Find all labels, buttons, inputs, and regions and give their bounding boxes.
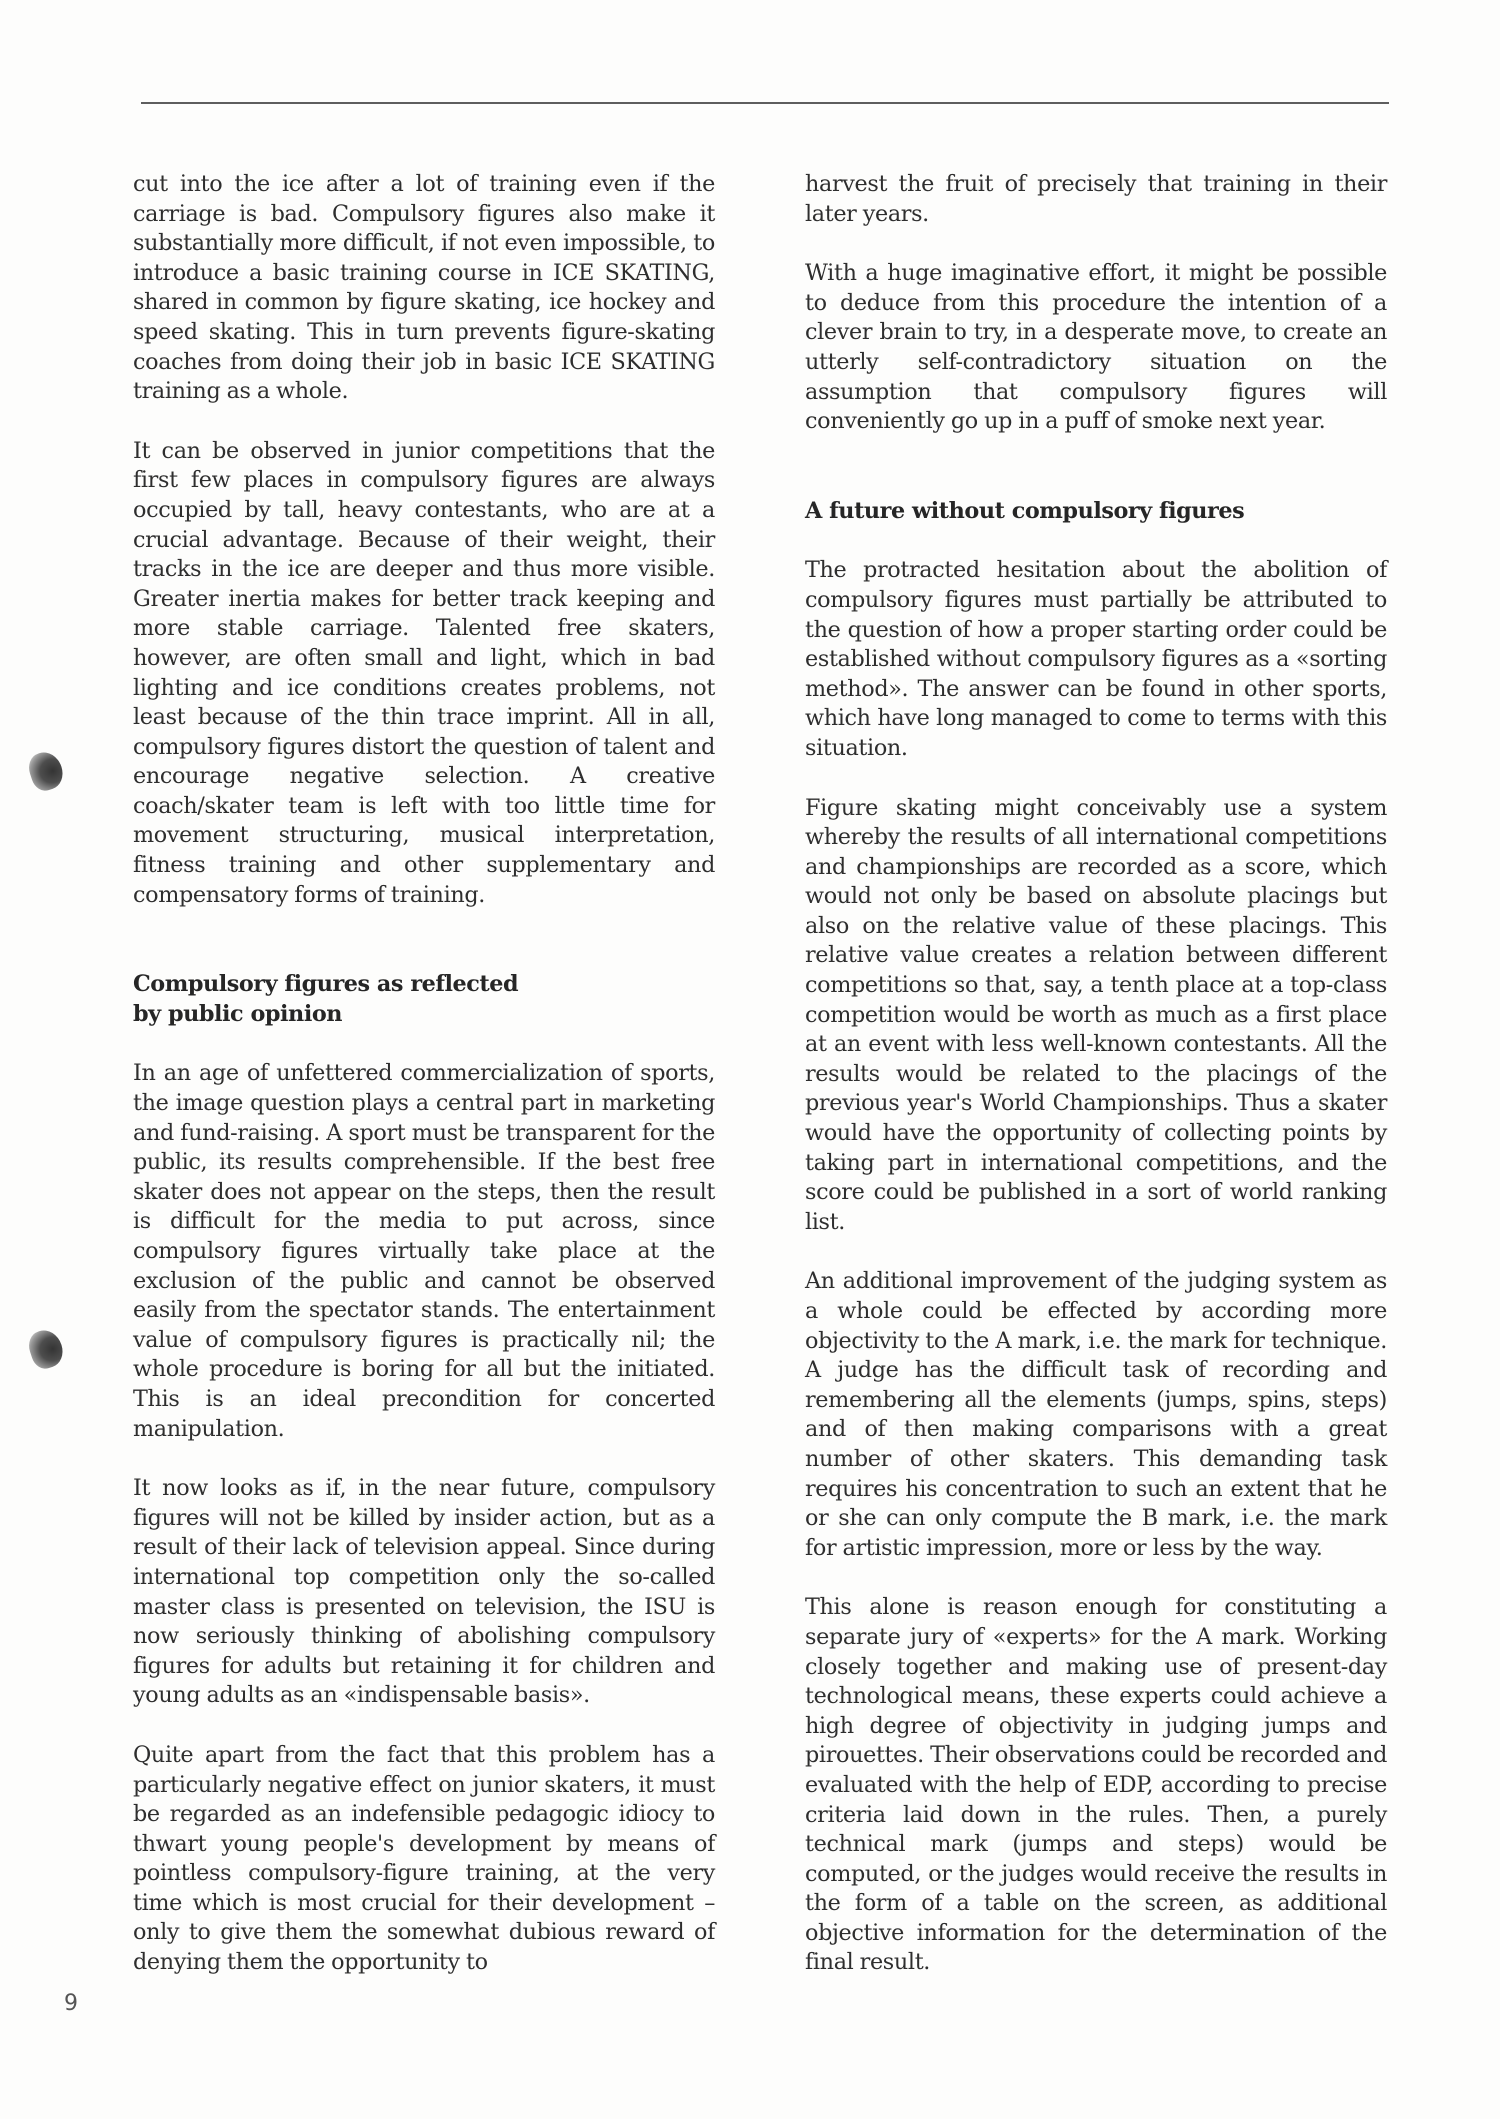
section-heading-line: by public opinion (133, 1000, 343, 1027)
page-number: 9 (64, 1991, 78, 2016)
body-paragraph: harvest the fruit of precisely that training in their later years. (805, 171, 1387, 227)
body-paragraph: It now looks as if, in the near future, compulsory figures will not be killed by insider action, but as a result of their lack of television appeal. Since during international top competition only the so-called master class is presented on television, the ISU is now seriously thinking of abolishing compulsory figures for adults but retaining it for children and young adults as an «indispensable basis». (133, 1475, 715, 1709)
body-paragraph: Quite apart from the fact that this problem has a particularly negative effect on junior skaters, it must be regarded as an indefensible pedagogic idiocy to thwart young people's development by means of pointless compulsory-figure training, at the very time which is most crucial for their development – only to give them the somewhat dubious reward of denying them the opportunity to (133, 1741, 715, 1976)
right-column (805, 170, 1387, 1978)
body-paragraph: The protracted hesitation about the abolition of compulsory figures must partially be attributed to the question of how a proper starting order could be established without compulsory figures as a «sorting method». The answer can be found in other sports, which have long managed to come to terms with this situation. (805, 557, 1387, 761)
section-heading: A future without compulsory figures (805, 497, 1245, 524)
binder-hole-mark (25, 748, 67, 794)
binder-hole-mark (25, 1326, 67, 1372)
body-paragraph: cut into the ice after a lot of training even if the carriage is bad. Compulsory figures also make it substantially more difficult, if not even impossible, to introduce a basic training course in ICE SKATING, shared in common by figure skating, ice hockey and speed skating. This in turn prevents figure-skating coaches from doing their job in basic ICE SKATING training as a whole. (133, 171, 715, 405)
body-paragraph: An additional improvement of the judging system as a whole could be effected by according more objectivity to the A mark, i.e. the mark for technique. A judge has the difficult task of recording and remembering all the elements (jumps, spins, steps) and of then making comparisons with a great number of other skaters. This demanding task requires his concentration to such an extent that he or she can only compute the B mark, i.e. the mark for artistic impression, more or less by the way. (805, 1268, 1387, 1561)
body-paragraph: In an age of unfettered commercialization of sports, the image question plays a central part in marketing and fund-raising. A sport must be transparent for the public, its results comprehensible. If the best free skater does not appear on the steps, then the result is difficult for the media to put across, since compulsory figures virtually take place at the exclusion of the public and cannot be observed easily from the spectator stands. The entertainment value of compulsory figures is practically nil; the whole procedure is boring for all but the initiated. This is an ideal precondition for concerted manipulation. (133, 1060, 715, 1442)
section-heading-line: Compulsory figures as reflected (133, 971, 519, 998)
section-heading (133, 970, 715, 1029)
body-paragraph: It can be observed in junior competitions that the first few places in compulsory figures are always occupied by tall, heavy contestants, who are at a crucial advantage. Because of their weight, their tracks in the ice are deeper and thus more visible. Greater inertia makes for better track keeping and more stable carriage. Talented free skaters, however, are often small and light, which in bad lighting and ice conditions creates problems, not least because of the thin trace imprint. All in all, compulsory figures distort the question of talent and encourage negative selection. A creative coach/skater team is left with too little time for movement structuring, musical interpretation, fitness training and other supplementary and compensatory forms of training. (133, 437, 715, 908)
body-paragraph: With a huge imaginative effort, it might be possible to deduce from this procedure the intention of a clever brain to try, in a desperate move, to create an utterly self-contradictory situation on the assumption that compulsory figures will conveniently go up in a puff of smoke next year. (805, 260, 1387, 435)
header-rule (141, 102, 1389, 104)
left-column (133, 170, 715, 1978)
body-paragraph: Figure skating might conceivably use a system whereby the results of all international competitions and championships are recorded as a score, which would not only be based on absolute placings but also on the relative value of these placings. This relative value creates a relation between different competitions so that, say, a tenth place at a top-class competition would be worth as much as a first place at an event with less well-known contestants. All the results would be related to the placings of the previous year's World Championships. Thus a skater would have the opportunity of collecting points by taking part in international competitions, and the score could be published in a sort of world ranking list. (805, 794, 1387, 1235)
body-paragraph: This alone is reason enough for constituting a separate jury of «experts» for the A mark. Working closely together and making use of present-day technological means, these experts could achieve a high degree of objectivity in judging jumps and pirouettes. Their observations could be recorded and evaluated with the help of EDP, according to precise criteria laid down in the rules. Then, a purely technical mark (jumps and steps) would be computed, or the judges would receive the results in the form of a table on the screen, as additional objective information for the determination of the final result. (805, 1594, 1387, 1976)
